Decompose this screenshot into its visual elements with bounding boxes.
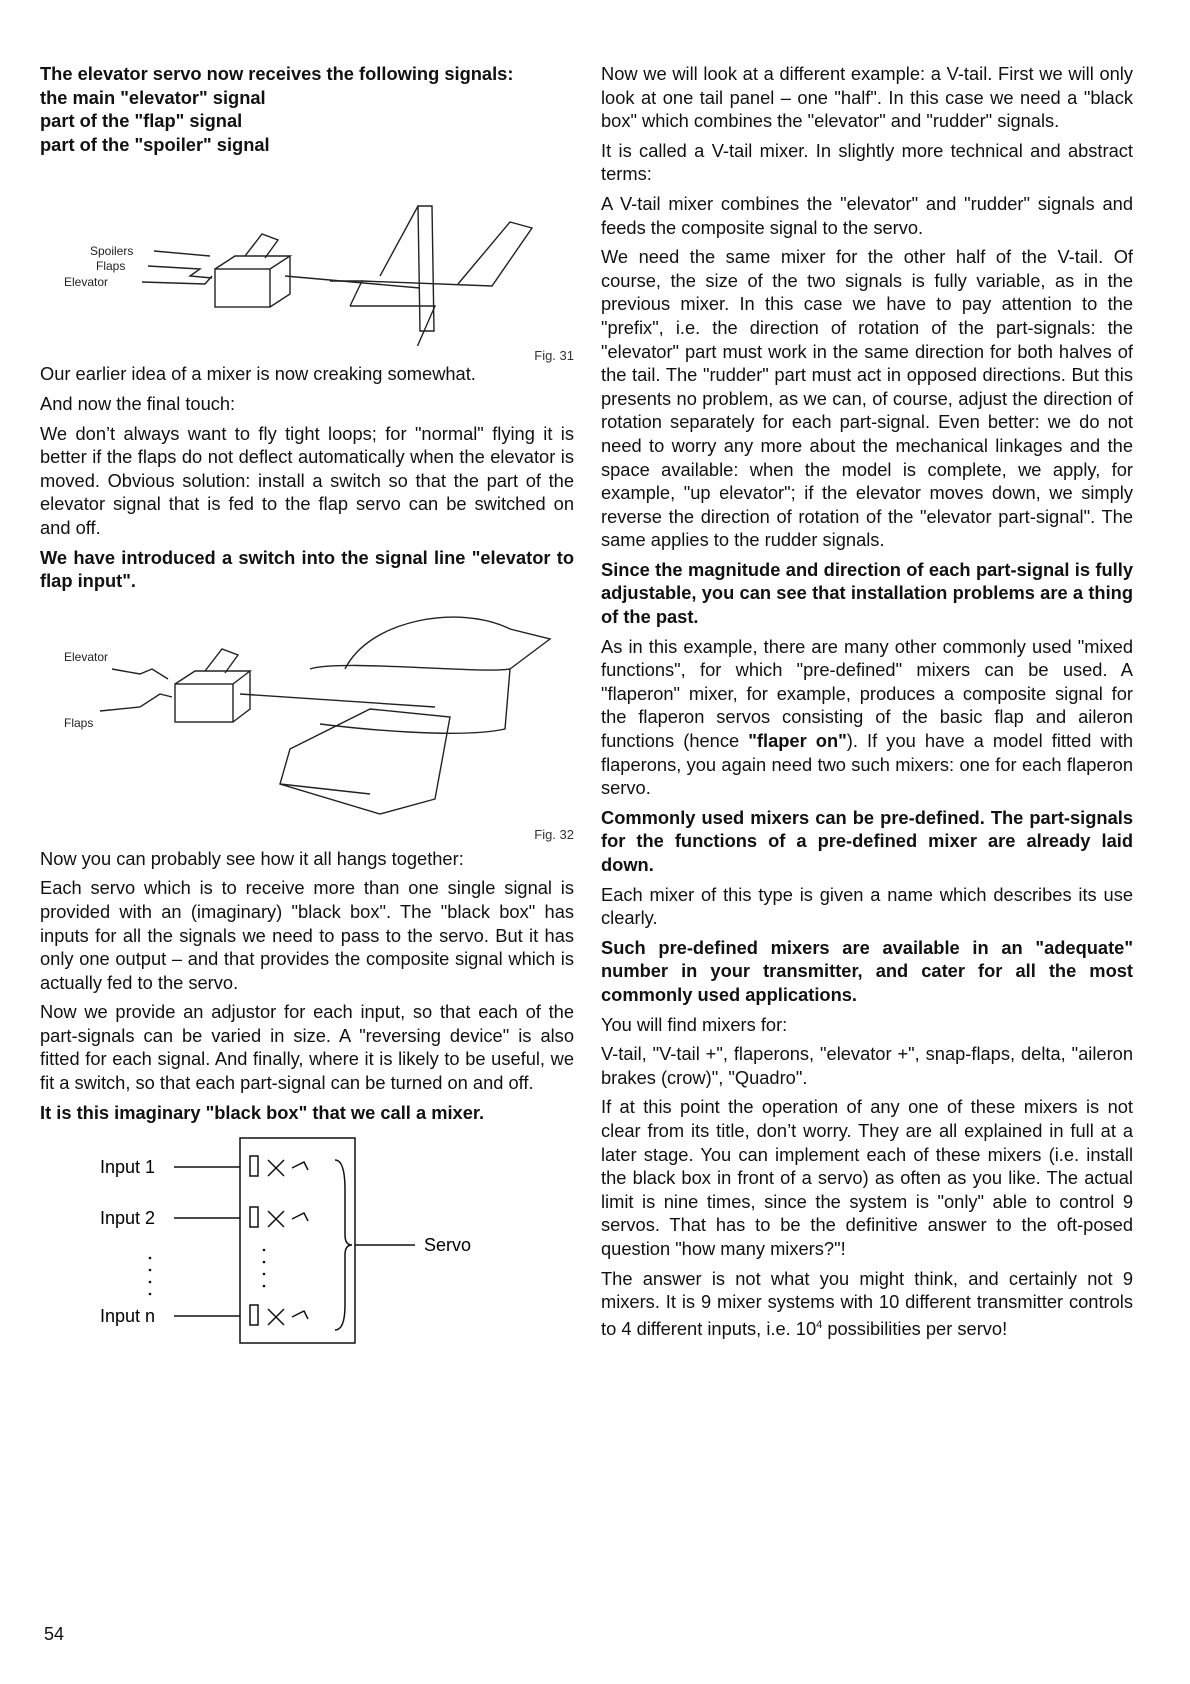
input-n-label: Input n	[100, 1306, 156, 1327]
section-heading-line: the main "elevator" signal	[40, 86, 266, 108]
mixer-diagram-drawing	[40, 1130, 574, 1360]
page-number: 54	[44, 1624, 65, 1644]
superscript: 4	[816, 1318, 823, 1331]
elevator-label: Elevator	[64, 275, 109, 290]
paragraph: And now the final touch:	[40, 392, 236, 414]
paragraph: It is called a V-tail mixer. In slightly more technical and abstract terms:	[601, 139, 1133, 185]
mixer-channel-n-icon	[250, 1305, 308, 1325]
paragraph: V-tail, "V-tail +", flaperons, "elevator +", snap-flaps, delta, "aileron brakes (crow)", "Quadro".	[601, 1043, 1133, 1088]
mixer-channel-1-icon	[250, 1156, 308, 1176]
section-heading-line: part of the "spoiler" signal	[40, 133, 270, 155]
paragraph: You will find mixers for:	[601, 1013, 788, 1035]
figure-31-caption: Fig. 31	[534, 348, 574, 364]
paragraph: Each servo which is to receive more than one single signal is provided with an (imaginary) "black box". The "black box" has inputs for all the signals we need to pass to the servo. But it has only one output – and that provides the composite signal which is actually fed to the servo.	[40, 877, 574, 993]
figure-32-caption: Fig. 32	[534, 826, 574, 842]
paragraph-text: ). If you have a model fitted with flaperons, you again need two such mixers: one for each flaperon servo.	[601, 730, 1133, 799]
section-heading-line: part of the "flap" signal	[40, 110, 243, 132]
paragraph	[601, 635, 1133, 800]
flaps-label: Flaps	[64, 715, 94, 730]
paragraph: Now we will look at a different example: a V-tail. First we will only look at one tail panel – one "half". In this case we need a "black box" which combines the "elevator" and "rudder" signals.	[601, 63, 1133, 132]
emphasis-paragraph: We have introduced a switch into the signal line "elevator to flap input".	[40, 546, 574, 592]
emphasis-paragraph: It is this imaginary "black box" that we call a mixer.	[40, 1101, 485, 1123]
elevator-label: Elevator	[64, 649, 109, 664]
paragraph	[601, 1267, 1133, 1341]
mixer-channel-2-icon	[250, 1207, 308, 1227]
paragraph: A V-tail mixer combines the "elevator" and "rudder" signals and feeds the composite signal to the servo.	[601, 192, 1133, 238]
paragraph-emphasis: "flaper on"	[748, 730, 847, 752]
paragraph-text: As in this example, there are many other commonly used "mixed functions", for which "pre-defined" mixers can be used. A "flaperon" mixer, for example, produces a composite signal for the flaperon servos consisting of the basic flap and aileron functions (hence	[601, 635, 1133, 752]
paragraph: If at this point the operation of any one of these mixers is not clear from its title, don’t worry. They are all explained in full at a later stage. You can implement each of these mixers (i.e. install the black box in front of a servo) as often as you like. The actual limit is nine times, since the system is "only" able to control 9 servos. That has to be the definitive answer to the oft-posed question "how many mixers?"!	[601, 1096, 1133, 1259]
figure-32-drawing	[40, 599, 574, 829]
paragraph: We need the same mixer for the other half of the V-tail. Of course, the size of the two signals is fully variable, as in the previous mixer. In this case we have to pay attention to the "prefix", i.e. the direction of rotation of the part-signals: the "elevator" part must work in the same direction for both halves of the tail. The "rudder" part must act in opposed directions. But this presents no problem, as we can, of course, adjust the direction of rotation separately for each part-signal. Even better: we do not need to worry any more about the mechanical linkages and the space available: when the model is complete, we apply, for example, "up elevator"; if the elevator moves down, we simply reverse the direction of rotation of the "elevator part-signal". The same applies to the rudder signals.	[601, 246, 1133, 551]
paragraph: Now we provide an adjustor for each input, so that each of the part-signals can be varied in size. A "reversing device" is also fitted for each signal. And finally, where it is likely to be useful, we fit a switch, so that each part-signal can be turned on and off.	[40, 1001, 574, 1094]
mixer-diagram	[40, 1130, 574, 1360]
left-column	[40, 62, 574, 1360]
flaps-label: Flaps	[96, 259, 126, 274]
paragraph: We don’t always want to fly tight loops; for "normal" flying it is better if the flaps do not deflect automatically when the elevator is moved. Obvious solution: install a switch so that the part of the elevator signal that is fed to the flap servo can be switched on and off.	[40, 422, 574, 538]
section-heading-line: The elevator servo now receives the following signals:	[40, 63, 514, 84]
paragraph-emphasis: The part-signals for the functions of a pre-defined mixer are already laid down.	[601, 806, 1133, 875]
figure-32	[40, 599, 574, 845]
paragraph: Our earlier idea of a mixer is now creaking somewhat.	[40, 363, 476, 385]
paragraph: Now you can probably see how it all hangs together:	[40, 847, 464, 869]
emphasis-paragraph	[601, 806, 1133, 877]
figure-31	[40, 156, 574, 364]
spoilers-label: Spoilers	[90, 244, 134, 259]
input-1-label: Input 1	[100, 1157, 156, 1178]
figure-31-drawing	[40, 156, 574, 346]
paragraph-emphasis: Commonly used mixers can be pre-defined.	[601, 806, 985, 828]
emphasis-paragraph: Since the magnitude and direction of each part-signal is fully adjustable, you can see that installation problems are a thing of the past.	[601, 558, 1133, 628]
right-column	[601, 62, 1133, 1346]
input-2-label: Input 2	[100, 1208, 156, 1229]
paragraph-text: possibilities per servo!	[822, 1317, 1008, 1339]
servo-label: Servo	[424, 1235, 472, 1256]
paragraph-text: The answer is not what you might think, and certainly not 9 mixers. It is 9 mixer systems with 10 different transmitter controls to 4 different inputs, i.e. 10	[601, 1267, 1133, 1339]
emphasis-paragraph: Such pre-defined mixers are available in an "adequate" number in your transmitter, and cater for all the most commonly used applications.	[601, 936, 1133, 1005]
paragraph: Each mixer of this type is given a name which describes its use clearly.	[601, 883, 1133, 929]
